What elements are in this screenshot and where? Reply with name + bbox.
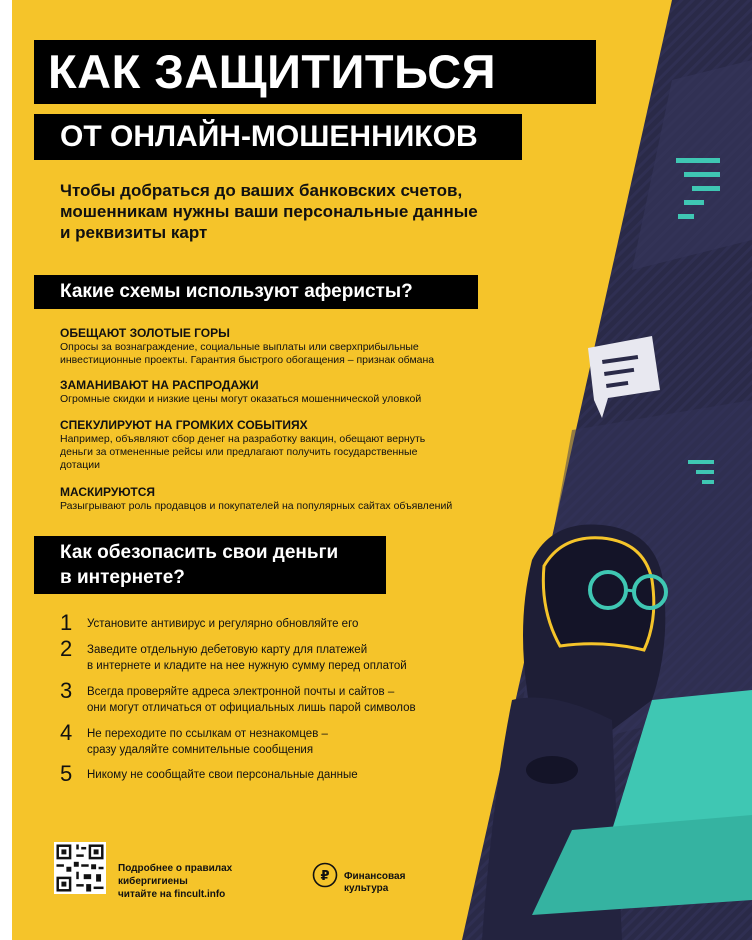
- financial-culture-logo-icon: [312, 862, 338, 888]
- step-line: Заведите отдельную дебетовую карту для платежей: [87, 644, 368, 656]
- poster: [12, 0, 752, 940]
- scheme-item: [60, 418, 560, 472]
- page-subtitle: ОТ ОНЛАЙН-МОШЕННИКОВ: [34, 114, 522, 160]
- scheme-item: [60, 378, 560, 406]
- logo-line: Финансовая: [344, 871, 406, 882]
- step-line: они могут отличаться от официальных лишь парой символов: [87, 702, 416, 714]
- qr-code-icon[interactable]: [54, 842, 106, 894]
- scheme-title: МАСКИРУЮТСЯ: [60, 485, 155, 499]
- scheme-title: ЗАМАНИВАЮТ НА РАСПРОДАЖИ: [60, 378, 259, 392]
- intro-line: и реквизиты карт: [60, 223, 208, 242]
- scheme-description: Огромные скидки и низкие цены могут оказаться мошеннической уловкой: [60, 393, 422, 405]
- step-line: сразу удаляйте сомнительные сообщения: [87, 744, 314, 756]
- scheme-title: ОБЕЩАЮТ ЗОЛОТЫЕ ГОРЫ: [60, 326, 230, 340]
- intro-text: [60, 180, 580, 243]
- step-text: [87, 767, 358, 783]
- scheme-description: инвестиционные проекты. Гарантия быстрого обогащения – признак обмана: [60, 354, 435, 366]
- step-line: Не переходите по ссылкам от незнакомцев –: [87, 728, 328, 740]
- step-number: 5: [60, 761, 73, 786]
- step-number: 3: [60, 678, 73, 703]
- step-number: 4: [60, 720, 73, 745]
- scheme-description: Разыгрывают роль продавцов и покупателей на популярных сайтах объявлений: [60, 500, 453, 512]
- step-number: 1: [60, 610, 73, 635]
- step-text: [87, 684, 416, 716]
- step-text: [87, 616, 358, 632]
- scheme-description: дотации: [60, 459, 101, 471]
- more-info-text: [118, 862, 232, 901]
- intro-line: Чтобы добраться до ваших банковских счетов,: [60, 181, 463, 200]
- step-line: Никому не сообщайте свои персональные данные: [87, 769, 358, 781]
- page-title: КАК ЗАЩИТИТЬСЯ: [34, 40, 596, 104]
- step-text: [87, 726, 328, 758]
- scheme-item: [60, 485, 560, 513]
- more-info-line: кибергигиены: [118, 876, 188, 887]
- safety-heading-line: в интернете?: [60, 567, 185, 588]
- logo-symbol: ₽: [320, 869, 330, 884]
- scheme-description: Например, объявляют сбор денег на разработку вакцин, обещают вернуть: [60, 433, 426, 445]
- scheme-item: [60, 326, 560, 367]
- intro-line: мошенникам нужны ваши персональные данные: [60, 202, 478, 221]
- schemes-heading: Какие схемы используют аферисты?: [34, 275, 478, 309]
- step-line: Всегда проверяйте адреса электронной почты и сайтов –: [87, 686, 395, 698]
- step-line: в интернете и кладите на нее нужную сумму перед оплатой: [87, 660, 407, 672]
- scheme-description: деньги за отмененные рейсы или предлагают получить государственные: [60, 446, 418, 458]
- financial-culture-logo-text: [344, 871, 405, 895]
- more-info-line: читайте на fincult.info: [118, 889, 226, 900]
- safety-heading: [34, 536, 386, 594]
- step-number: 2: [60, 636, 73, 661]
- step-line: Установите антивирус и регулярно обновляйте его: [87, 618, 359, 630]
- safety-heading-line: Как обезопасить свои деньги: [60, 542, 339, 563]
- step-text: [87, 642, 407, 674]
- scheme-title: СПЕКУЛИРУЮТ НА ГРОМКИХ СОБЫТИЯХ: [60, 418, 308, 432]
- logo-line: культура: [344, 883, 389, 894]
- more-info-line: Подробнее о правилах: [118, 863, 233, 874]
- scheme-description: Опросы за вознаграждение, социальные выплаты или сверхприбыльные: [60, 341, 419, 353]
